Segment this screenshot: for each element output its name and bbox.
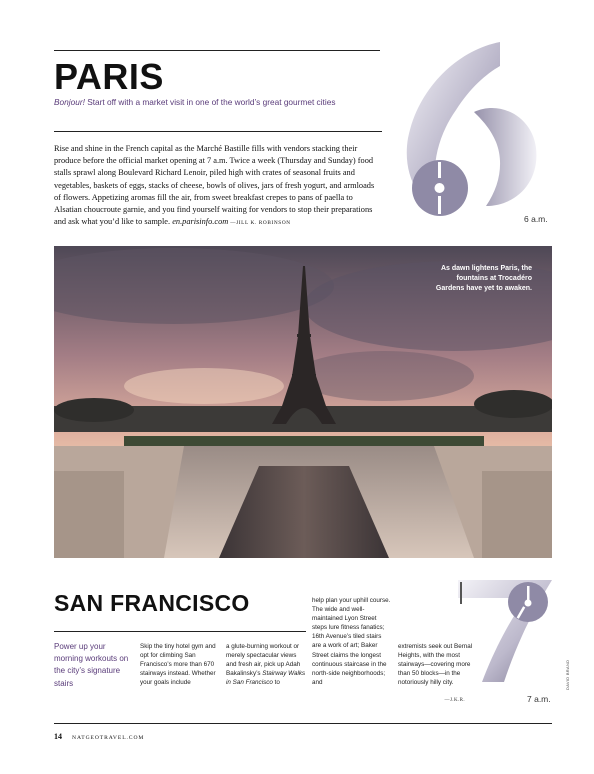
tree <box>474 390 552 418</box>
top-rule <box>54 50 380 51</box>
page-folio <box>54 732 144 741</box>
sf-book-title: Stairway Walks in San Francisco <box>226 670 306 687</box>
footer-rule <box>54 723 552 724</box>
paris-website-link[interactable]: en.parisinfo.com <box>172 217 229 227</box>
seven-numeral-edge <box>460 582 462 604</box>
photo-caption: As dawn lightens Paris, the fountains at Trocadéro Gardens have yet to awaken. <box>435 265 532 292</box>
paris-subtitle-text: Start off with a market visit in one of the world’s great gourmet cities <box>84 97 336 107</box>
sf-intro-rule <box>54 631 306 632</box>
wall-right <box>482 471 552 558</box>
eiffel-tower-photo <box>54 246 552 558</box>
sf-article-col-1: Skip the tiny hotel gym and opt for climbing San Francisco’s more than 670 stairways instead. Whether your goals include <box>140 643 216 687</box>
six-numeral-clock-icon <box>400 36 550 236</box>
six-clock-hand-bottom <box>438 196 441 214</box>
paris-byline: —JILL K. ROBINSON <box>228 220 291 227</box>
seven-clock-center <box>525 600 532 607</box>
six-clock-center <box>435 183 445 193</box>
paris-article-body <box>54 143 382 229</box>
folio-website[interactable]: NATGEOTRAVEL.COM <box>72 735 145 741</box>
eiffel-tower-platform <box>297 334 311 337</box>
sf-article-col-4: extremists seek out Bernal Heights, with the most stairways—covering more than 50 blocks—in the notoriously hilly city. <box>398 643 473 687</box>
cloud <box>124 368 284 404</box>
paris-time-label: 6 a.m. <box>524 214 548 224</box>
tree <box>54 398 134 422</box>
six-clock-hand-top <box>438 162 441 178</box>
sf-article-col-3: help plan your uphill course. The wide and well-maintained Lyon Street steps lure fitness fanatics; 16th Avenue’s tiled stairs are a work of art; Baker Street claims the longest continuous staircase in the north-side neighborhoods; and <box>312 597 391 686</box>
paris-heading: PARIS <box>54 56 164 97</box>
sf-col-2-text: a glute-burning workout or merely spectacular views and fresh air, pick up Adah Bakalinsky’s <box>226 643 301 678</box>
wall-left <box>54 471 124 558</box>
sf-initials: —J.K.R. <box>444 698 465 703</box>
sf-heading: SAN FRANCISCO <box>54 590 250 616</box>
sf-col-2-end: to <box>272 679 280 687</box>
paris-body-rule <box>54 131 382 132</box>
sf-time-label: 7 a.m. <box>527 694 551 704</box>
photo-credit: DAVID BRAND <box>565 659 570 690</box>
seven-numeral-clock-icon <box>452 576 562 686</box>
sf-article-col-2 <box>226 642 306 687</box>
sf-intro: Power up your morning workouts on the city’s signature stairs <box>54 642 129 688</box>
seven-clock-hand-top <box>527 586 530 600</box>
paris-subtitle-greeting: Bonjour! <box>54 97 85 107</box>
eiffel-tower-platform <box>292 374 316 378</box>
paris-body-text: Rise and shine in the French capital as the Marché Bastille fills with vendors stacking their produce before the official market opening at 7 a.m. Twice a week (Thursday and Sunday) food stalls sprawl along Boulevard Richard Lenoir, piled high with crates of seasonal fruits and vegetables, baskets of eggs, stacks of cheese, bowls of olives, jars of fresh yogurt, and armloads of flowers. Appetizing aromas fill the air, from sweet breakfast crepes to pans of paella to Alsatian choucroute garnie, and you find yourself waiting for vendors to stop their preparations and ask what you’d like to sample. <box>54 144 375 227</box>
page-number: 14 <box>54 732 62 741</box>
six-numeral-bowl <box>474 108 536 206</box>
paris-subtitle <box>54 97 335 107</box>
